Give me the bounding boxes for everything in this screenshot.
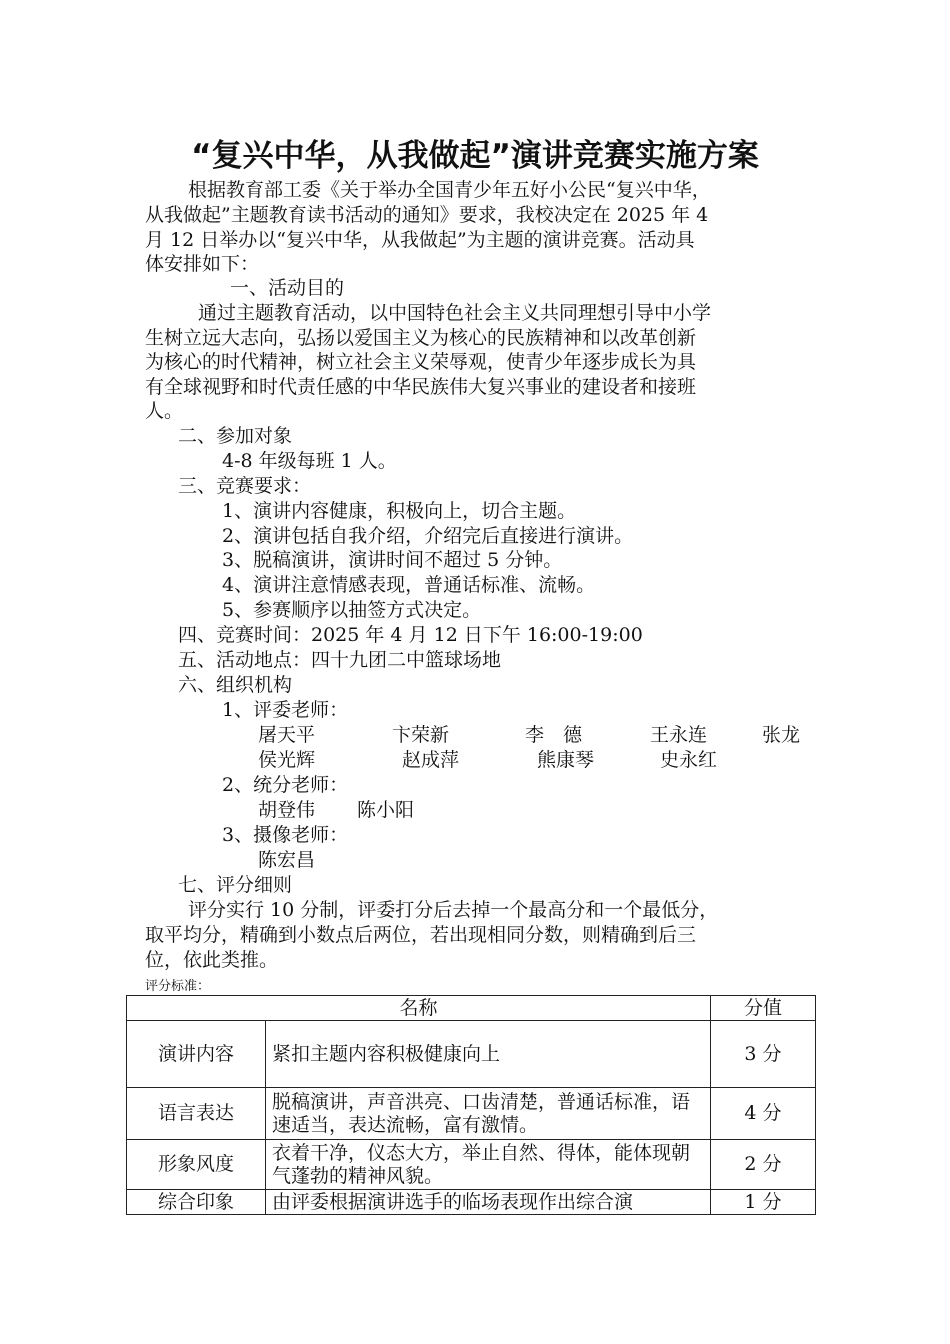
- intro-line: 月 12 日举办以“复兴中华，从我做起”为主题的演讲竞赛。活动具: [145, 229, 695, 251]
- judge-name: 李 德: [525, 724, 583, 746]
- section-heading: 三、竞赛要求：: [178, 475, 312, 497]
- requirement-item: 2、演讲包括自我介绍，介绍完后直接进行演讲。: [222, 525, 634, 547]
- section7-line: 取平均分，精确到小数点后两位，若出现相同分数，则精确到后三: [145, 924, 697, 946]
- row-item: 形象风度: [127, 1140, 266, 1190]
- table-row: [127, 1190, 816, 1215]
- section7-line: 评分实行 10 分制，评委打分后去掉一个最高分和一个最低分，: [188, 899, 719, 921]
- judge-name: 屠天平: [258, 724, 316, 746]
- intro-line: 从我做起”主题教育读书活动的通知》要求，我校决定在 2025 年 4: [145, 204, 709, 226]
- judge-name: 史永红: [660, 749, 718, 771]
- camera-name: 陈宏昌: [258, 849, 316, 871]
- row-desc: 紧扣主题内容积极健康向上: [266, 1021, 711, 1088]
- row-item: 综合印象: [127, 1190, 266, 1215]
- row-item: 语言表达: [127, 1088, 266, 1140]
- table-row: [127, 1021, 816, 1088]
- row-desc: 脱稿演讲，声音洪亮、口齿清楚，普通话标准，语速适当，表达流畅，富有激情。: [266, 1088, 711, 1140]
- table-header-row: [127, 996, 816, 1021]
- table-row: [127, 1088, 816, 1140]
- camera-label: 3、摄像老师：: [222, 824, 349, 846]
- judge-name: 熊康琴: [537, 749, 595, 771]
- row-item: 演讲内容: [127, 1021, 266, 1088]
- requirement-item: 3、脱稿演讲，演讲时间不超过 5 分钟。: [222, 549, 563, 571]
- row-desc: 由评委根据演讲选手的临场表现作出综合演: [266, 1190, 711, 1215]
- page-title: “复兴中华，从我做起”演讲竞赛实施方案: [191, 138, 759, 174]
- row-score: 4 分: [711, 1088, 816, 1140]
- row-score: 3 分: [711, 1021, 816, 1088]
- section2-text: 4-8 年级每班 1 人。: [222, 450, 397, 472]
- requirement-item: 5、参赛顺序以抽签方式决定。: [222, 599, 482, 621]
- section-heading: 一、活动目的: [230, 277, 345, 299]
- judges-label: 1、评委老师：: [222, 699, 349, 721]
- section1-line: 通过主题教育活动，以中国特色社会主义共同理想引导中小学: [198, 302, 712, 324]
- standard-label: 评分标准：: [145, 979, 211, 994]
- judge-name: 王永连: [650, 724, 708, 746]
- intro-line: 体安排如下：: [145, 253, 260, 275]
- section-heading: 七、评分细则: [178, 874, 293, 896]
- section-heading: 四、竞赛时间：2025 年 4 月 12 日下午 16:00-19:00: [178, 624, 643, 646]
- judge-name: 侯光辉: [258, 749, 316, 771]
- section-heading: 二、参加对象: [178, 425, 293, 447]
- header-name: 名称: [127, 996, 711, 1021]
- scorer-name: 胡登伟: [258, 799, 316, 821]
- requirement-item: 4、演讲注意情感表现，普通话标准、流畅。: [222, 574, 596, 596]
- section1-line: 人。: [145, 400, 184, 422]
- row-score: 1 分: [711, 1190, 816, 1215]
- section7-line: 位，依此类推。: [145, 949, 279, 971]
- table-row: [127, 1140, 816, 1190]
- requirement-item: 1、演讲内容健康，积极向上，切合主题。: [222, 500, 577, 522]
- section1-line: 有全球视野和时代责任感的中华民族伟大复兴事业的建设者和接班: [145, 376, 697, 398]
- judge-name: 赵成萍: [402, 749, 460, 771]
- row-score: 2 分: [711, 1140, 816, 1190]
- scoring-table: [126, 995, 816, 1215]
- header-score: 分值: [711, 996, 816, 1021]
- section1-line: 为核心的时代精神，树立社会主义荣辱观，使青少年逐步成长为具: [145, 351, 697, 373]
- section1-line: 生树立远大志向，弘扬以爱国主义为核心的民族精神和以改革创新: [145, 327, 697, 349]
- row-desc: 衣着干净，仪态大方，举止自然、得体，能体现朝气蓬勃的精神风貌。: [266, 1140, 711, 1190]
- section-heading: 六、组织机构: [178, 674, 293, 696]
- intro-line: 根据教育部工委《关于举办全国青少年五好小公民“复兴中华，: [188, 179, 711, 201]
- judge-name: 卞荣新: [392, 724, 450, 746]
- scorer-name: 陈小阳: [357, 799, 415, 821]
- judge-name: 张龙: [762, 724, 801, 746]
- section-heading: 五、活动地点：四十九团二中篮球场地: [178, 649, 502, 671]
- scorers-label: 2、统分老师：: [222, 774, 349, 796]
